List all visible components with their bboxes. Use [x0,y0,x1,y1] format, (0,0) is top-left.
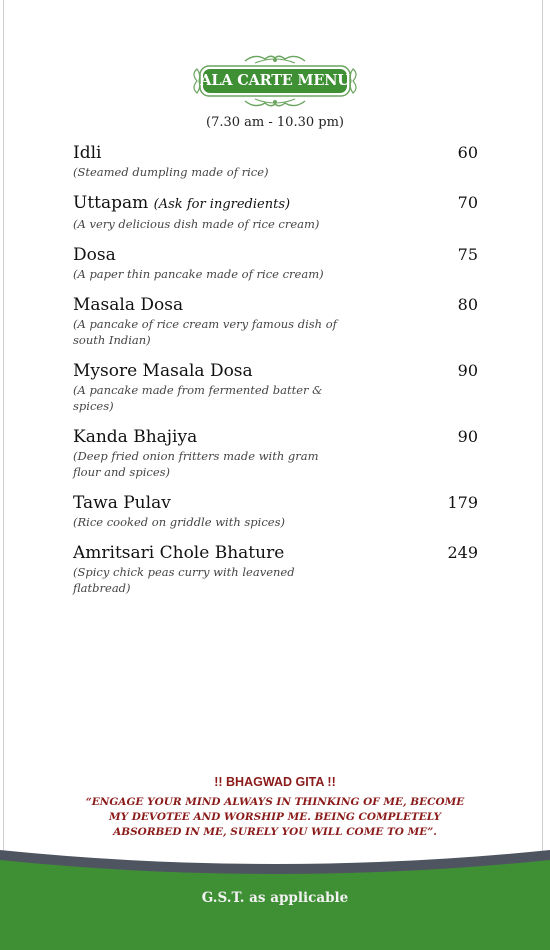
menu-item [73,493,478,530]
menu-item-row [73,427,478,447]
menu-item-price: 60 [457,143,478,162]
service-hours: (7.30 am - 10.30 pm) [206,115,344,130]
menu-item-price: 90 [457,427,478,446]
menu-item-price: 80 [457,295,478,314]
menu-item-name-wrap [73,361,253,381]
menu-item-name-wrap [73,193,290,215]
menu-item-row [73,493,478,513]
menu-item-description: (A pancake of rice cream very famous dish of south Indian) [73,317,337,347]
menu-item-description: (A very delicious dish made of rice cream) [73,217,320,231]
menu-item-row [73,245,478,265]
menu-item-name-wrap [73,543,284,563]
menu-item-description: (Deep fried onion fritters made with gram flour and spices) [73,449,319,479]
menu-item-name: Kanda Bhajiya [73,427,198,447]
menu-item-name-wrap [73,143,101,163]
menu-item-row [73,295,478,315]
menu-item-description: (A paper thin pancake made of rice cream) [73,267,324,281]
menu-item-name-wrap [73,493,171,513]
menu-item-name: Uttapam [73,193,149,213]
menu-item-row [73,193,478,215]
menu-item-name: Tawa Pulav [73,493,171,513]
menu-item-note: (Ask for ingredients) [153,197,291,212]
menu-list [73,143,478,609]
menu-item-description: (Spicy chick peas curry with leavened flatbread) [73,565,295,595]
menu-item [73,193,478,232]
menu-item-name: Mysore Masala Dosa [73,361,253,381]
menu-item-row [73,543,478,563]
quote-text: “ENGAGE YOUR MIND ALWAYS IN THINKING OF ME, BECOME MY DEVOTEE AND WORSHIP ME. BEING COMPLETELY ABSORBED IN ME, SURELY YOU WILL COME TO ME”. [85,796,465,838]
menu-item-row [73,361,478,381]
menu-item-name: Amritsari Chole Bhature [73,543,285,563]
gst-note: G.S.T. as applicable [201,890,349,906]
menu-item-name-wrap [73,295,183,315]
menu-item [73,361,478,414]
menu-title: ALA CARTE MENU [200,72,350,89]
menu-item-row [73,143,478,163]
menu-item-price: 75 [457,245,478,264]
menu-item-name-wrap [73,245,116,265]
menu-item [73,245,478,282]
menu-item-description: (Steamed dumpling made of rice) [73,165,269,179]
menu-item-price: 90 [457,361,478,380]
menu-item-name: Masala Dosa [73,295,184,315]
menu-item [73,427,478,480]
menu-item-description: (A pancake made from fermented batter & spices) [73,383,323,413]
menu-item [73,543,478,596]
menu-item-name-wrap [73,427,197,447]
menu-item [73,143,478,180]
menu-item-name: Dosa [73,245,116,265]
menu-item-price: 179 [447,493,478,512]
header-badge [0,52,550,110]
menu-item [73,295,478,348]
menu-item-description: (Rice cooked on griddle with spices) [73,515,285,529]
menu-item-price: 70 [457,193,478,212]
menu-item-name: Idli [73,143,102,163]
quote-title: !! BHAGWAD GITA !! [214,775,336,789]
menu-item-price: 249 [447,543,478,562]
